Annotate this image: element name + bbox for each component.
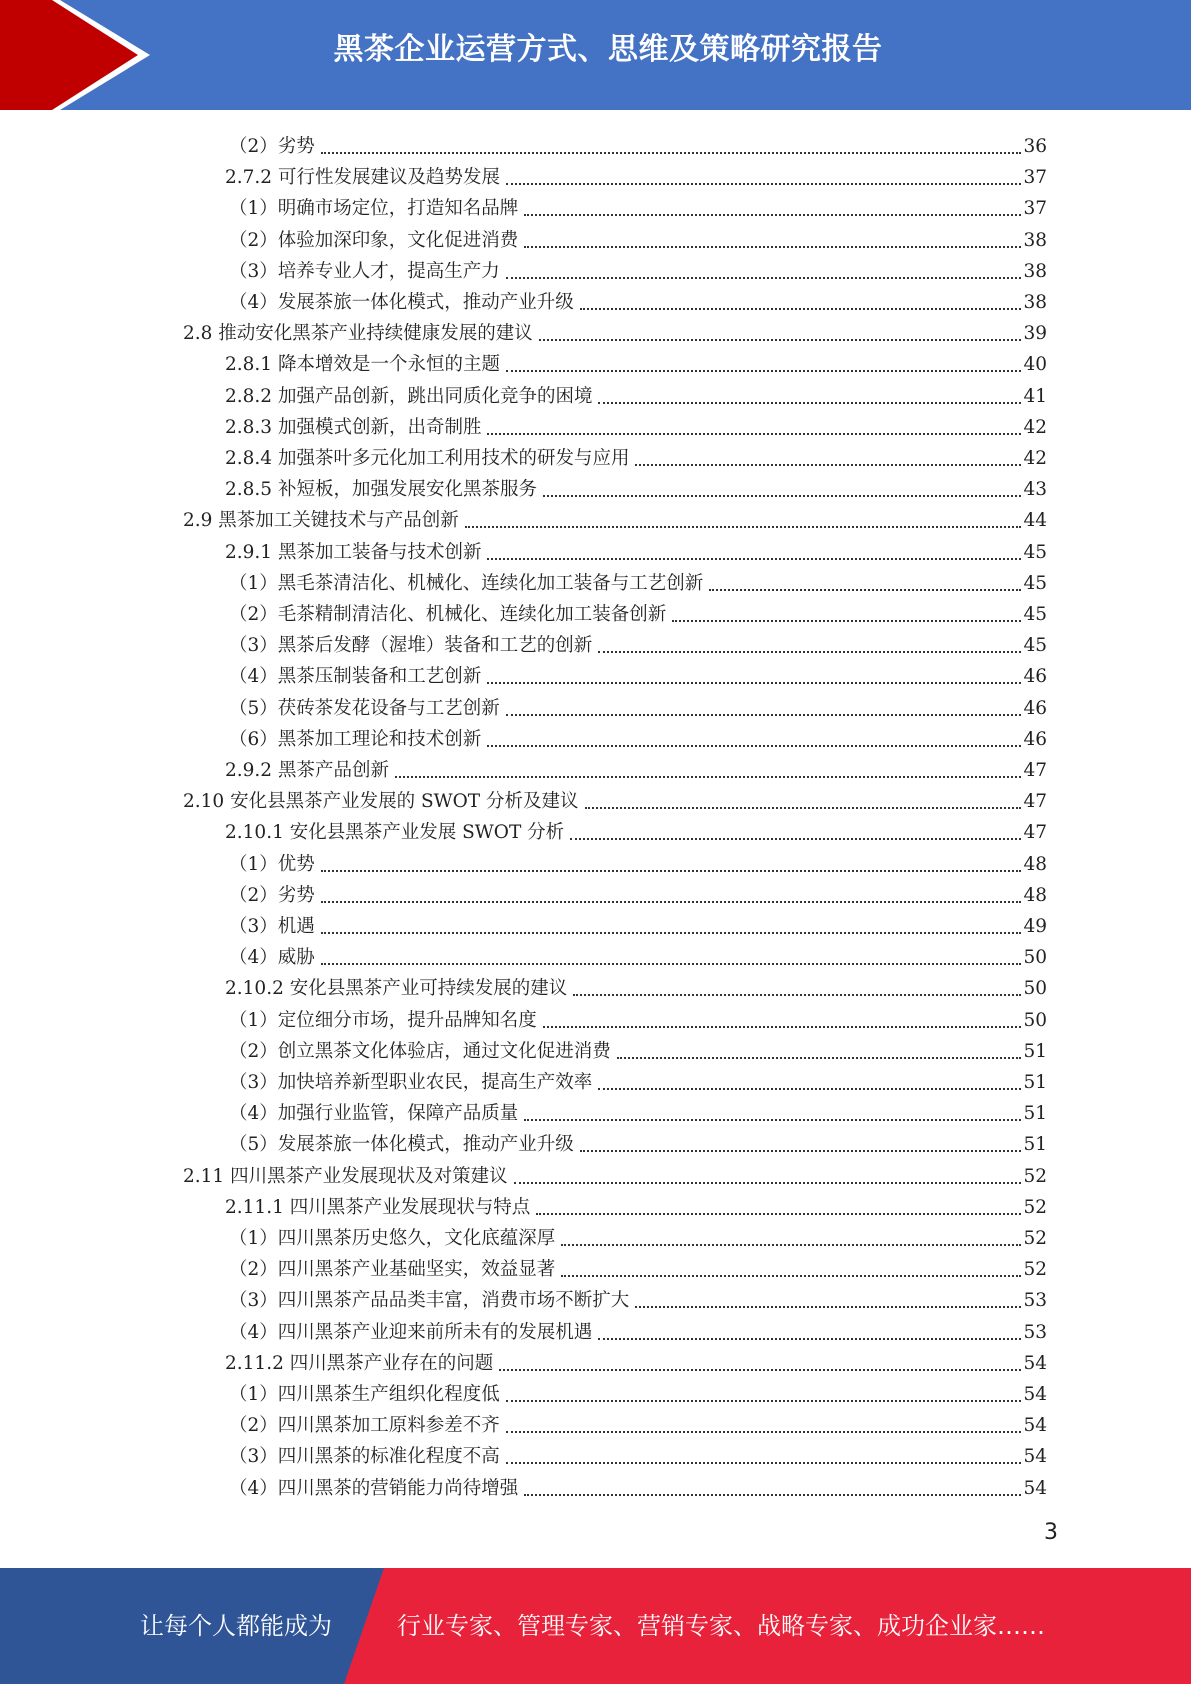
toc-entry-title: （2）劣势 <box>229 136 315 157</box>
toc-dot-leader <box>487 557 1021 560</box>
toc-entry-page: 52 <box>1023 1165 1047 1187</box>
toc-entry-title: 2.11.2 四川黑茶产业存在的问题 <box>225 1352 494 1374</box>
toc-entry-title: （4）四川黑茶产业迎来前所未有的发展机遇 <box>229 1321 593 1343</box>
toc-entry-title: 2.8.3 加强模式创新，出奇制胜 <box>225 416 482 438</box>
toc-entry-page: 54 <box>1023 1446 1047 1468</box>
toc-dot-leader <box>487 681 1021 684</box>
toc-entry-title: （2）毛茶精制清洁化、机械化、连续化加工装备创新 <box>229 604 667 625</box>
toc-entry-title: （4）发展茶旅一体化模式，推动产业升级 <box>229 292 574 313</box>
toc-entry-title: 2.8.5 补短板，加强发展安化黑茶服务 <box>225 479 537 501</box>
toc-entry-page: 52 <box>1023 1228 1047 1249</box>
toc-dot-leader <box>570 837 1021 840</box>
toc-entry[interactable] <box>225 752 1047 783</box>
toc-entry-title: （4）黑茶压制装备和工艺创新 <box>229 666 482 688</box>
toc-entry[interactable] <box>229 1438 1047 1469</box>
toc-entry-page: 47 <box>1023 791 1047 813</box>
toc-dot-leader <box>543 494 1021 497</box>
toc-entry[interactable] <box>225 970 1047 1001</box>
toc-entry-page: 49 <box>1023 916 1047 937</box>
toc-entry-page: 37 <box>1023 167 1047 189</box>
toc-entry[interactable] <box>229 1095 1047 1126</box>
toc-dot-leader <box>672 619 1021 622</box>
toc-entry-page: 50 <box>1023 978 1047 1000</box>
footer-slogan-right: 行业专家、管理专家、营销专家、战略专家、成功企业家…… <box>397 1612 1045 1640</box>
toc-entry-title: （3）加快培养新型职业农民，提高生产效率 <box>229 1072 593 1093</box>
toc-entry-page: 37 <box>1023 198 1047 220</box>
toc-entry[interactable] <box>229 1282 1047 1313</box>
toc-entry-title: 2.9.1 黑茶加工装备与技术创新 <box>225 541 482 563</box>
toc-entry[interactable] <box>229 627 1047 658</box>
toc-dot-leader <box>499 1368 1021 1371</box>
toc-entry-page: 53 <box>1023 1321 1047 1343</box>
toc-dot-leader <box>506 182 1021 185</box>
toc-entry-title: 2.9.2 黑茶产品创新 <box>225 760 389 781</box>
toc-entry-page: 38 <box>1023 292 1047 313</box>
toc-entry[interactable] <box>183 315 1047 346</box>
toc-entry-page: 51 <box>1023 1040 1047 1062</box>
toc-entry[interactable] <box>225 534 1047 565</box>
toc-entry-title: （2）体验加深印象，文化促进消费 <box>229 229 519 251</box>
toc-entry-title: 2.11.1 四川黑茶产业发展现状与特点 <box>225 1196 531 1218</box>
toc-entry-page: 45 <box>1023 541 1047 563</box>
toc-entry-title: （3）机遇 <box>229 916 315 937</box>
toc-entry-page: 45 <box>1023 604 1047 625</box>
toc-entry[interactable] <box>229 1251 1047 1282</box>
toc-entry-title: （2）创立黑茶文化体验店，通过文化促进消费 <box>229 1040 611 1062</box>
toc-entry-title: 2.8.2 加强产品创新，跳出同质化竞争的困境 <box>225 385 593 407</box>
toc-entry[interactable] <box>225 440 1047 471</box>
toc-dot-leader <box>514 1181 1022 1184</box>
toc-entry-title: （2）四川黑茶加工原料参差不齐 <box>229 1415 500 1437</box>
toc-entry-page: 47 <box>1023 760 1047 781</box>
toc-dot-leader <box>506 369 1021 372</box>
toc-entry[interactable] <box>225 159 1047 190</box>
toc-entry-title: 2.8 推动安化黑茶产业持续健康发展的建议 <box>183 323 533 345</box>
toc-dot-leader <box>395 775 1021 778</box>
toc-entry-page: 54 <box>1023 1415 1047 1437</box>
toc-entry-title: （3）四川黑茶的标准化程度不高 <box>229 1446 500 1468</box>
toc-dot-leader <box>585 806 1022 809</box>
toc-dot-leader <box>598 1337 1021 1340</box>
toc-entry-page: 44 <box>1023 510 1047 532</box>
toc-entry[interactable] <box>229 908 1047 939</box>
toc-entry-title: （4）加强行业监管，保障产品质量 <box>229 1103 519 1125</box>
toc-entry-title: 2.11 四川黑茶产业发展现状及对策建议 <box>183 1165 508 1187</box>
toc-dot-leader <box>709 588 1021 591</box>
toc-entry[interactable] <box>229 1376 1047 1407</box>
toc-entry[interactable] <box>229 658 1047 689</box>
toc-entry-page: 45 <box>1023 572 1047 594</box>
toc-entry[interactable] <box>225 409 1047 440</box>
toc-dot-leader <box>506 713 1022 716</box>
toc-dot-leader <box>506 1399 1022 1402</box>
toc-dot-leader <box>524 1493 1021 1496</box>
toc-entry-title: （1）四川黑茶生产组织化程度低 <box>229 1384 500 1405</box>
toc-dot-leader <box>543 1025 1022 1028</box>
toc-entry-title: （4）四川黑茶的营销能力尚待增强 <box>229 1477 519 1499</box>
toc-dot-leader <box>506 1461 1022 1464</box>
toc-entry-page: 51 <box>1023 1103 1047 1125</box>
toc-dot-leader <box>487 432 1021 435</box>
toc-entry[interactable] <box>229 1002 1047 1033</box>
toc-entry-title: （6）黑茶加工理论和技术创新 <box>229 728 482 750</box>
toc-entry-title: （1）黑毛茶清洁化、机械化、连续化加工装备与工艺创新 <box>229 572 704 594</box>
toc-dot-leader <box>321 931 1022 934</box>
toc-dot-leader <box>573 993 1021 996</box>
toc-entry-title: （2）劣势 <box>229 884 315 906</box>
toc-dot-leader <box>539 338 1022 341</box>
toc-entry[interactable] <box>229 877 1047 908</box>
toc-entry[interactable] <box>225 1189 1047 1220</box>
toc-entry[interactable] <box>225 814 1047 845</box>
toc-entry[interactable] <box>229 1064 1047 1095</box>
page-header <box>0 0 1191 110</box>
toc-entry-page: 41 <box>1023 385 1047 407</box>
toc-entry[interactable] <box>183 502 1047 533</box>
toc-dot-leader <box>487 744 1021 747</box>
toc-dot-leader <box>321 900 1022 903</box>
toc-dot-leader <box>598 1087 1021 1090</box>
toc-dot-leader <box>321 869 1022 872</box>
toc-entry-page: 54 <box>1023 1352 1047 1374</box>
toc-dot-leader <box>598 401 1021 404</box>
toc-dot-leader <box>321 151 1022 154</box>
toc-dot-leader <box>635 463 1021 466</box>
toc-entry-page: 42 <box>1023 448 1047 469</box>
toc-entry-page: 48 <box>1023 853 1047 875</box>
page-footer <box>0 1568 1191 1684</box>
toc-entry-title: （5）发展茶旅一体化模式，推动产业升级 <box>229 1134 574 1156</box>
toc-dot-leader <box>635 1305 1021 1308</box>
toc-entry[interactable] <box>225 378 1047 409</box>
toc-entry-page: 47 <box>1023 822 1047 844</box>
toc-entry-page: 42 <box>1023 416 1047 438</box>
toc-dot-leader <box>524 213 1021 216</box>
toc-entry[interactable] <box>229 128 1047 159</box>
toc-entry[interactable] <box>229 190 1047 221</box>
toc-entry-page: 46 <box>1023 697 1047 719</box>
toc-entry-page: 54 <box>1023 1477 1047 1499</box>
toc-entry-page: 51 <box>1023 1134 1047 1156</box>
toc-entry-title: （2）四川黑茶产业基础坚实，效益显著 <box>229 1259 556 1281</box>
toc-entry-title: （5）茯砖茶发花设备与工艺创新 <box>229 697 500 719</box>
toc-entry-page: 40 <box>1023 354 1047 376</box>
toc-dot-leader <box>506 1430 1022 1433</box>
toc-entry-title: （1）优势 <box>229 853 315 875</box>
toc-entry-page: 54 <box>1023 1384 1047 1405</box>
toc-entry[interactable] <box>229 1220 1047 1251</box>
toc-dot-leader <box>617 1056 1022 1059</box>
toc-entry-title: 2.8.1 降本增效是一个永恒的主题 <box>225 354 500 376</box>
page-number: 3 <box>1044 1520 1058 1545</box>
toc-entry[interactable] <box>183 783 1047 814</box>
toc-entry[interactable] <box>225 346 1047 377</box>
toc-entry[interactable] <box>229 1407 1047 1438</box>
toc-entry-title: （4）威胁 <box>229 947 315 969</box>
toc-dot-leader <box>561 1243 1021 1246</box>
toc-entry[interactable] <box>225 1345 1047 1376</box>
toc-entry[interactable] <box>229 721 1047 752</box>
toc-dot-leader <box>321 962 1022 965</box>
toc-entry[interactable] <box>229 596 1047 627</box>
toc-dot-leader <box>561 1274 1021 1277</box>
toc-entry-title: 2.9 黑茶加工关键技术与产品创新 <box>183 510 459 532</box>
toc-entry[interactable] <box>229 253 1047 284</box>
toc-entry[interactable] <box>229 565 1047 596</box>
toc-entry-title: 2.7.2 可行性发展建议及趋势发展 <box>225 167 500 189</box>
toc-dot-leader <box>598 650 1021 653</box>
toc-entry-page: 52 <box>1023 1196 1047 1218</box>
toc-dot-leader <box>536 1212 1021 1215</box>
toc-entry-page: 45 <box>1023 635 1047 657</box>
toc-dot-leader <box>580 307 1022 310</box>
toc-entry-page: 51 <box>1023 1072 1047 1093</box>
toc-entry-page: 48 <box>1023 884 1047 906</box>
toc-entry-page: 46 <box>1023 728 1047 750</box>
toc-entry-title: （1）定位细分市场，提升品牌知名度 <box>229 1009 537 1031</box>
report-title: 黑茶企业运营方式、思维及策略研究报告 <box>333 32 883 67</box>
toc-entry[interactable] <box>229 1033 1047 1064</box>
toc-entry[interactable] <box>229 939 1047 970</box>
toc-entry-page: 50 <box>1023 1009 1047 1031</box>
toc-entry-title: 2.10.2 安化县黑茶产业可持续发展的建议 <box>225 978 568 1000</box>
toc-entry[interactable] <box>229 846 1047 877</box>
toc-dot-leader <box>524 1118 1021 1121</box>
toc-entry-title: （3）四川黑茶产品品类丰富，消费市场不断扩大 <box>229 1290 630 1312</box>
toc-entry-page: 39 <box>1023 323 1047 345</box>
toc-entry-page: 46 <box>1023 666 1047 688</box>
toc-entry-page: 43 <box>1023 479 1047 501</box>
toc-entry[interactable] <box>229 1126 1047 1157</box>
toc-dot-leader <box>506 276 1022 279</box>
toc-entry-title: （3）培养专业人才，提高生产力 <box>229 260 500 282</box>
toc-entry-page: 36 <box>1023 136 1047 157</box>
toc-entry-page: 53 <box>1023 1290 1047 1312</box>
toc-entry[interactable] <box>183 1158 1047 1189</box>
toc-entry-title: （1）明确市场定位，打造知名品牌 <box>229 198 519 220</box>
toc-entry-title: （3）黑茶后发酵（渥堆）装备和工艺的创新 <box>229 635 593 657</box>
toc-entry[interactable] <box>225 471 1047 502</box>
toc-entry-title: （1）四川黑茶历史悠久，文化底蕴深厚 <box>229 1228 556 1249</box>
toc-entry[interactable] <box>229 284 1047 315</box>
toc-entry-page: 38 <box>1023 260 1047 282</box>
toc-entry-page: 38 <box>1023 229 1047 251</box>
toc-entry-page: 50 <box>1023 947 1047 969</box>
toc-dot-leader <box>524 245 1021 248</box>
toc-entry-page: 52 <box>1023 1259 1047 1281</box>
toc-entry-title: 2.8.4 加强茶叶多元化加工利用技术的研发与应用 <box>225 448 630 469</box>
toc-entry[interactable] <box>229 690 1047 721</box>
toc-dot-leader <box>465 525 1022 528</box>
toc-entry[interactable] <box>229 1314 1047 1345</box>
footer-slogan-left: 让每个人都能成为 <box>140 1612 332 1640</box>
toc-entry[interactable] <box>229 1470 1047 1501</box>
toc-entry[interactable] <box>229 222 1047 253</box>
toc-dot-leader <box>580 1149 1022 1152</box>
toc-entry-title: 2.10 安化县黑茶产业发展的 SWOT 分析及建议 <box>183 791 579 813</box>
toc-entry-title: 2.10.1 安化县黑茶产业发展 SWOT 分析 <box>225 822 565 844</box>
